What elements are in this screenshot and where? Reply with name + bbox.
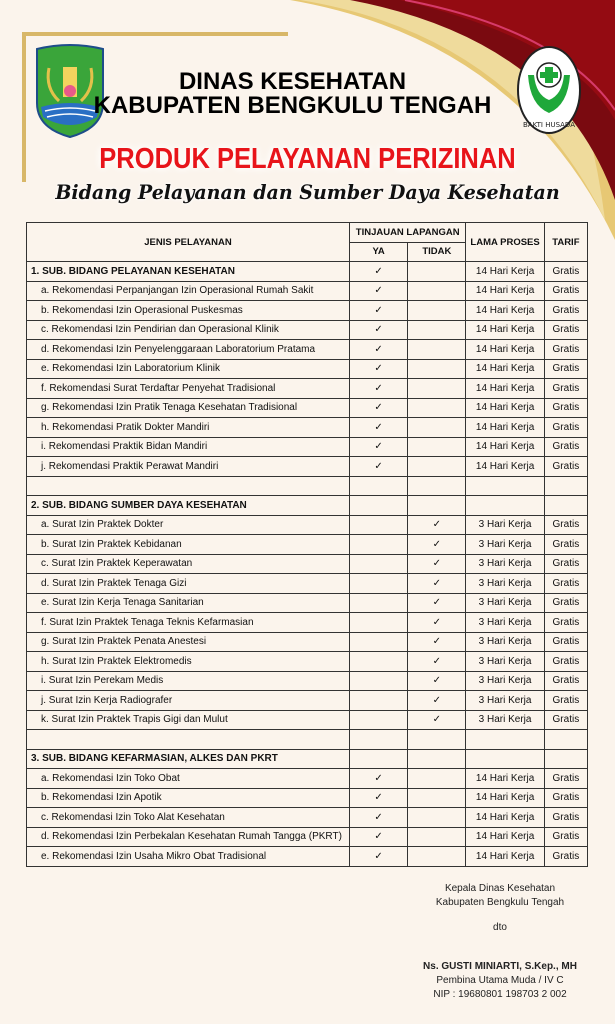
cell-lama: 3 Hari Kerja bbox=[466, 652, 544, 672]
cell-tarif: Gratis bbox=[544, 691, 587, 711]
cell-tidak bbox=[408, 340, 466, 360]
cell-lama: 14 Hari Kerja bbox=[466, 457, 544, 477]
cell-jenis: k. Surat Izin Praktek Trapis Gigi dan Mulut bbox=[27, 710, 350, 730]
signature-position-2: Kabupaten Bengkulu Tengah bbox=[435, 897, 565, 908]
cell-ya: ✓ bbox=[349, 769, 407, 789]
cell-ya: ✓ bbox=[349, 418, 407, 438]
cell-lama: 3 Hari Kerja bbox=[466, 613, 544, 633]
cell-lama: 14 Hari Kerja bbox=[466, 827, 544, 847]
cell-jenis: 1. SUB. BIDANG PELAYANAN KESEHATAN bbox=[27, 262, 350, 282]
cell-lama: 14 Hari Kerja bbox=[466, 340, 544, 360]
cell-tarif: Gratis bbox=[544, 301, 587, 321]
cell-jenis: g. Rekomendasi Izin Pratik Tenaga Kesehatan Tradisional bbox=[27, 398, 350, 418]
cell-tarif bbox=[544, 496, 587, 516]
cell-jenis: b. Surat Izin Praktek Kebidanan bbox=[27, 535, 350, 555]
cell-lama: 14 Hari Kerja bbox=[466, 281, 544, 301]
table-row bbox=[27, 398, 588, 418]
cell-jenis: f. Surat Izin Praktek Tenaga Teknis Kefarmasian bbox=[27, 613, 350, 633]
cell-jenis: e. Rekomendasi Izin Usaha Mikro Obat Tradisional bbox=[27, 847, 350, 867]
header-tidak: TIDAK bbox=[408, 242, 466, 262]
cell-ya: ✓ bbox=[349, 379, 407, 399]
table-row bbox=[27, 593, 588, 613]
cell-ya bbox=[349, 476, 407, 496]
cell-lama: 3 Hari Kerja bbox=[466, 535, 544, 555]
table-row bbox=[27, 769, 588, 789]
cell-ya: ✓ bbox=[349, 788, 407, 808]
cell-ya bbox=[349, 554, 407, 574]
cell-jenis: j. Rekomendasi Praktik Perawat Mandiri bbox=[27, 457, 350, 477]
cell-lama bbox=[466, 749, 544, 769]
cell-lama bbox=[466, 476, 544, 496]
cell-ya: ✓ bbox=[349, 457, 407, 477]
poster-subtitle: Bidang Pelayanan dan Sumber Daya Kesehatan bbox=[55, 180, 560, 204]
cell-jenis bbox=[27, 476, 350, 496]
cell-jenis: d. Rekomendasi Izin Perbekalan Kesehatan Rumah Tangga (PKRT) bbox=[27, 827, 350, 847]
cell-tidak bbox=[408, 379, 466, 399]
cell-tidak: ✓ bbox=[408, 574, 466, 594]
cell-tarif: Gratis bbox=[544, 457, 587, 477]
cell-jenis: g. Surat Izin Praktek Penata Anestesi bbox=[27, 632, 350, 652]
cell-lama: 3 Hari Kerja bbox=[466, 710, 544, 730]
header-ya: YA bbox=[349, 242, 407, 262]
cell-ya: ✓ bbox=[349, 398, 407, 418]
cell-tarif: Gratis bbox=[544, 281, 587, 301]
cell-tidak: ✓ bbox=[408, 632, 466, 652]
cell-lama: 3 Hari Kerja bbox=[466, 691, 544, 711]
header-jenis: JENIS PELAYANAN bbox=[27, 223, 350, 262]
table-row bbox=[27, 301, 588, 321]
cell-tarif: Gratis bbox=[544, 262, 587, 282]
cell-jenis: a. Surat Izin Praktek Dokter bbox=[27, 515, 350, 535]
cell-ya: ✓ bbox=[349, 359, 407, 379]
blank-row bbox=[27, 730, 588, 750]
cell-tidak bbox=[408, 359, 466, 379]
cell-ya: ✓ bbox=[349, 827, 407, 847]
cell-tidak bbox=[408, 320, 466, 340]
table-row bbox=[27, 691, 588, 711]
cell-jenis: b. Rekomendasi Izin Operasional Puskesmas bbox=[27, 301, 350, 321]
cell-ya bbox=[349, 574, 407, 594]
cell-ya: ✓ bbox=[349, 437, 407, 457]
table-row bbox=[27, 554, 588, 574]
cell-tidak: ✓ bbox=[408, 691, 466, 711]
cell-lama: 14 Hari Kerja bbox=[466, 320, 544, 340]
cell-tarif: Gratis bbox=[544, 574, 587, 594]
cell-jenis: d. Rekomendasi Izin Penyelenggaraan Laboratorium Pratama bbox=[27, 340, 350, 360]
cell-lama: 3 Hari Kerja bbox=[466, 574, 544, 594]
table-row bbox=[27, 457, 588, 477]
cell-ya: ✓ bbox=[349, 847, 407, 867]
cell-tarif bbox=[544, 476, 587, 496]
section-row bbox=[27, 749, 588, 769]
cell-jenis: i. Surat Izin Perekam Medis bbox=[27, 671, 350, 691]
cell-tarif bbox=[544, 749, 587, 769]
cell-lama: 14 Hari Kerja bbox=[466, 398, 544, 418]
cell-tarif: Gratis bbox=[544, 359, 587, 379]
service-table bbox=[26, 222, 588, 867]
cell-tidak bbox=[408, 496, 466, 516]
header-tinjauan: TINJAUAN LAPANGAN bbox=[349, 223, 465, 243]
cell-jenis bbox=[27, 730, 350, 750]
cell-ya: ✓ bbox=[349, 301, 407, 321]
cell-lama: 3 Hari Kerja bbox=[466, 632, 544, 652]
table-row bbox=[27, 632, 588, 652]
cell-tarif: Gratis bbox=[544, 340, 587, 360]
cell-lama: 14 Hari Kerja bbox=[466, 359, 544, 379]
cell-tidak bbox=[408, 749, 466, 769]
cell-jenis: c. Rekomendasi Izin Pendirian dan Operasional Klinik bbox=[27, 320, 350, 340]
cell-tidak bbox=[408, 457, 466, 477]
cell-jenis: 3. SUB. BIDANG KEFARMASIAN, ALKES DAN PKRT bbox=[27, 749, 350, 769]
table-row bbox=[27, 808, 588, 828]
cell-tidak bbox=[408, 476, 466, 496]
cell-tarif: Gratis bbox=[544, 808, 587, 828]
cell-jenis: h. Surat Izin Praktek Elektromedis bbox=[27, 652, 350, 672]
cell-lama bbox=[466, 496, 544, 516]
table-row bbox=[27, 710, 588, 730]
table-row bbox=[27, 320, 588, 340]
cell-tidak bbox=[408, 301, 466, 321]
cell-lama: 14 Hari Kerja bbox=[466, 437, 544, 457]
org-line-2: KABUPATEN BENGKULU TENGAH bbox=[93, 92, 492, 119]
cell-tidak bbox=[408, 418, 466, 438]
cell-ya: ✓ bbox=[349, 262, 407, 282]
cell-tarif: Gratis bbox=[544, 515, 587, 535]
table-row bbox=[27, 515, 588, 535]
poster-title: PRODUK PELAYANAN PERIZINAN bbox=[99, 143, 516, 175]
cell-tidak: ✓ bbox=[408, 613, 466, 633]
cell-ya bbox=[349, 613, 407, 633]
header-tarif: TARIF bbox=[544, 223, 587, 262]
table-row bbox=[27, 788, 588, 808]
table-row bbox=[27, 359, 588, 379]
cell-ya bbox=[349, 671, 407, 691]
bakti-husada-logo bbox=[514, 45, 584, 157]
cell-lama: 14 Hari Kerja bbox=[466, 301, 544, 321]
blank-row bbox=[27, 476, 588, 496]
cell-ya bbox=[349, 652, 407, 672]
cell-tidak: ✓ bbox=[408, 652, 466, 672]
cell-tidak: ✓ bbox=[408, 535, 466, 555]
cell-tidak: ✓ bbox=[408, 671, 466, 691]
cell-ya bbox=[349, 691, 407, 711]
cell-tidak bbox=[408, 262, 466, 282]
cell-ya bbox=[349, 710, 407, 730]
table-row bbox=[27, 437, 588, 457]
cell-jenis: a. Rekomendasi Izin Toko Obat bbox=[27, 769, 350, 789]
signature-nip: NIP : 19680801 198703 2 002 bbox=[433, 989, 567, 1000]
cell-tidak bbox=[408, 437, 466, 457]
cell-jenis: a. Rekomendasi Perpanjangan Izin Operasional Rumah Sakit bbox=[27, 281, 350, 301]
cell-tidak bbox=[408, 769, 466, 789]
signature-rank: Pembina Utama Muda / IV C bbox=[436, 975, 564, 986]
cell-lama bbox=[466, 730, 544, 750]
signature-dto: dto bbox=[493, 922, 507, 933]
cell-ya: ✓ bbox=[349, 320, 407, 340]
cell-tidak bbox=[408, 788, 466, 808]
cell-tarif: Gratis bbox=[544, 710, 587, 730]
org-line-1: DINAS KESEHATAN bbox=[178, 68, 407, 95]
cell-tidak bbox=[408, 808, 466, 828]
table-row bbox=[27, 418, 588, 438]
table-row bbox=[27, 340, 588, 360]
cell-tidak bbox=[408, 847, 466, 867]
cell-jenis: d. Surat Izin Praktek Tenaga Gizi bbox=[27, 574, 350, 594]
cell-lama: 14 Hari Kerja bbox=[466, 262, 544, 282]
section-row bbox=[27, 496, 588, 516]
cell-jenis: e. Surat Izin Kerja Tenaga Sanitarian bbox=[27, 593, 350, 613]
cell-tidak bbox=[408, 281, 466, 301]
table-row bbox=[27, 847, 588, 867]
cell-ya bbox=[349, 749, 407, 769]
cell-tarif: Gratis bbox=[544, 788, 587, 808]
signature-name: Ns. GUSTI MINIARTI, S.Kep., MH bbox=[423, 961, 577, 972]
cell-tarif: Gratis bbox=[544, 398, 587, 418]
header-lama: LAMA PROSES bbox=[466, 223, 544, 262]
cell-lama: 3 Hari Kerja bbox=[466, 671, 544, 691]
cell-ya bbox=[349, 515, 407, 535]
table-row bbox=[27, 671, 588, 691]
signature-position-1: Kepala Dinas Kesehatan bbox=[444, 883, 556, 894]
cell-jenis: i. Rekomendasi Praktik Bidan Mandiri bbox=[27, 437, 350, 457]
cell-jenis: f. Rekomendasi Surat Terdaftar Penyehat Tradisional bbox=[27, 379, 350, 399]
cell-lama: 14 Hari Kerja bbox=[466, 788, 544, 808]
section-row bbox=[27, 262, 588, 282]
cell-ya bbox=[349, 593, 407, 613]
cell-ya bbox=[349, 730, 407, 750]
cell-ya: ✓ bbox=[349, 808, 407, 828]
cell-jenis: j. Surat Izin Kerja Radiografer bbox=[27, 691, 350, 711]
cell-lama: 14 Hari Kerja bbox=[466, 808, 544, 828]
cell-jenis: b. Rekomendasi Izin Apotik bbox=[27, 788, 350, 808]
cell-tidak bbox=[408, 398, 466, 418]
cell-tarif: Gratis bbox=[544, 593, 587, 613]
cell-tidak bbox=[408, 730, 466, 750]
cell-tarif: Gratis bbox=[544, 535, 587, 555]
table-row bbox=[27, 613, 588, 633]
cell-lama: 3 Hari Kerja bbox=[466, 515, 544, 535]
cell-tidak bbox=[408, 827, 466, 847]
cell-jenis: h. Rekomendasi Pratik Dokter Mandiri bbox=[27, 418, 350, 438]
cell-tarif: Gratis bbox=[544, 320, 587, 340]
cell-jenis: e. Rekomendasi Izin Laboratorium Klinik bbox=[27, 359, 350, 379]
cell-tarif bbox=[544, 730, 587, 750]
cell-jenis: c. Surat Izin Praktek Keperawatan bbox=[27, 554, 350, 574]
cell-tidak: ✓ bbox=[408, 593, 466, 613]
cell-tarif: Gratis bbox=[544, 418, 587, 438]
table-row bbox=[27, 652, 588, 672]
cell-lama: 3 Hari Kerja bbox=[466, 593, 544, 613]
gold-frame-top bbox=[22, 32, 288, 36]
cell-lama: 3 Hari Kerja bbox=[466, 554, 544, 574]
cell-tarif: Gratis bbox=[544, 671, 587, 691]
cell-tarif: Gratis bbox=[544, 379, 587, 399]
table-row bbox=[27, 827, 588, 847]
cell-lama: 14 Hari Kerja bbox=[466, 418, 544, 438]
cell-ya bbox=[349, 496, 407, 516]
cell-tarif: Gratis bbox=[544, 437, 587, 457]
cell-jenis: c. Rekomendasi Izin Toko Alat Kesehatan bbox=[27, 808, 350, 828]
cell-tidak: ✓ bbox=[408, 710, 466, 730]
cell-ya: ✓ bbox=[349, 281, 407, 301]
cell-ya bbox=[349, 535, 407, 555]
cell-tarif: Gratis bbox=[544, 554, 587, 574]
table-row bbox=[27, 379, 588, 399]
table-row bbox=[27, 574, 588, 594]
cell-lama: 14 Hari Kerja bbox=[466, 847, 544, 867]
cell-tidak: ✓ bbox=[408, 515, 466, 535]
cell-tarif: Gratis bbox=[544, 769, 587, 789]
cell-ya: ✓ bbox=[349, 340, 407, 360]
cell-tidak: ✓ bbox=[408, 554, 466, 574]
table-row bbox=[27, 535, 588, 555]
cell-tarif: Gratis bbox=[544, 827, 587, 847]
svg-text:BAKTI HUSADA: BAKTI HUSADA bbox=[522, 121, 576, 129]
cell-lama: 14 Hari Kerja bbox=[466, 379, 544, 399]
cell-tarif: Gratis bbox=[544, 632, 587, 652]
table-row bbox=[27, 281, 588, 301]
cell-tarif: Gratis bbox=[544, 847, 587, 867]
cell-jenis: 2. SUB. BIDANG SUMBER DAYA KESEHATAN bbox=[27, 496, 350, 516]
cell-tarif: Gratis bbox=[544, 613, 587, 633]
cell-tarif: Gratis bbox=[544, 652, 587, 672]
cell-lama: 14 Hari Kerja bbox=[466, 769, 544, 789]
cell-ya bbox=[349, 632, 407, 652]
